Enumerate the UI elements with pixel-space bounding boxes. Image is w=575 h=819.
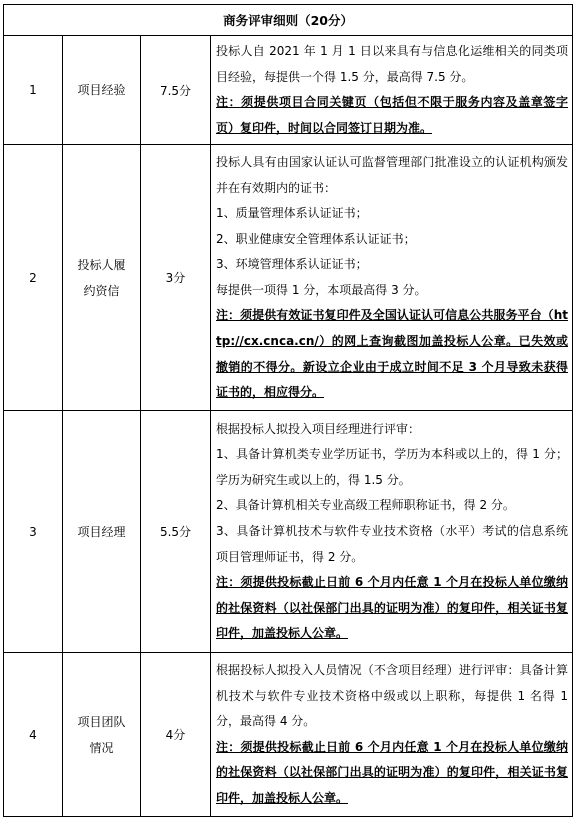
detail-line: 3、具备计算机技术与软件专业技术资格（水平）考试的信息系统项目管理师证书，得 2 分。: [216, 524, 569, 564]
row-number: 3: [4, 411, 63, 653]
detail-line: 每提供一项得 1 分，本项最高得 3 分。: [216, 282, 427, 297]
table-title-row: [4, 5, 573, 36]
row-number: 2: [4, 145, 63, 411]
table-row: [4, 653, 573, 817]
detail-line: 2、具备计算机相关专业高级工程师职称证书，得 2 分。: [216, 498, 515, 513]
detail-line: 投标人自 2021 年 1 月 1 日以来具有与信息化运维相关的同类项目经验，每提供一个得 1.5 分，最高得 7.5 分。: [216, 44, 569, 84]
row-number: 4: [4, 653, 63, 817]
detail-line: 投标人具有由国家认证认可监督管理部门批准设立的认证机构颁发并在有效期内的证书：: [216, 154, 569, 195]
row-item: 项目经验: [63, 36, 141, 145]
row-number: 1: [4, 36, 63, 145]
table-row: [4, 36, 573, 145]
detail-note: 注：须提供投标截止日前 6 个月内任意 1 个月在投标人单位缴纳的社保资料（以社保部门出具的证明为准）的复印件，相关证书复印件，加盖投标人公章。: [216, 739, 569, 806]
table-title: 商务评审细则（20分）: [4, 5, 573, 36]
row-score: 5.5分: [141, 411, 211, 653]
row-detail: [211, 145, 573, 411]
scoring-table: [3, 4, 573, 817]
row-item: 项目团队情况: [63, 653, 141, 817]
detail-line: 1、具备计算机类专业学历证书，学历为本科或以上的，得 1 分；学历为研究生或以上的，得 1.5 分。: [216, 447, 569, 487]
row-score: 3分: [141, 145, 211, 411]
table-row: [4, 411, 573, 653]
detail-note: 注：须提供投标截止日前 6 个月内任意 1 个月在投标人单位缴纳的社保资料（以社保部门出具的证明为准）的复印件，相关证书复印件，加盖投标人公章。: [216, 575, 569, 641]
row-item: 投标人履约资信: [63, 145, 141, 411]
row-item: 项目经理: [63, 411, 141, 653]
detail-line: 1、质量管理体系认证证书；: [216, 206, 368, 221]
detail-line: 根据投标人拟投入项目经理进行评审：: [216, 421, 421, 436]
detail-line: 根据投标人拟投入人员情况（不含项目经理）进行评审：具备计算机技术与软件专业技术资格中级或以上职称，每提供 1 名得 1 分，最高得 4 分。: [216, 663, 569, 729]
detail-line: 2、职业健康安全管理体系认证证书；: [216, 231, 416, 246]
detail-note: 注：须提供有效证书复印件及全国认证认可信息公共服务平台（http://cx.cnca.cn/）的网上查询截图加盖投标人公章。已失效或撤销的不得分。新设立企业由于成立时间不足 3 个月导致未获得证书的，相应得分。: [216, 308, 569, 400]
row-detail: [211, 411, 573, 653]
row-score: 7.5分: [141, 36, 211, 145]
detail-line: 3、环境管理体系认证证书；: [216, 257, 368, 272]
detail-note: 注：须提供项目合同关键页（包括但不限于服务内容及盖章签字页）复印件，时间以合同签订日期为准。: [216, 95, 569, 135]
row-detail: [211, 36, 573, 145]
row-score: 4分: [141, 653, 211, 817]
row-detail: [211, 653, 573, 817]
table-row: [4, 145, 573, 411]
